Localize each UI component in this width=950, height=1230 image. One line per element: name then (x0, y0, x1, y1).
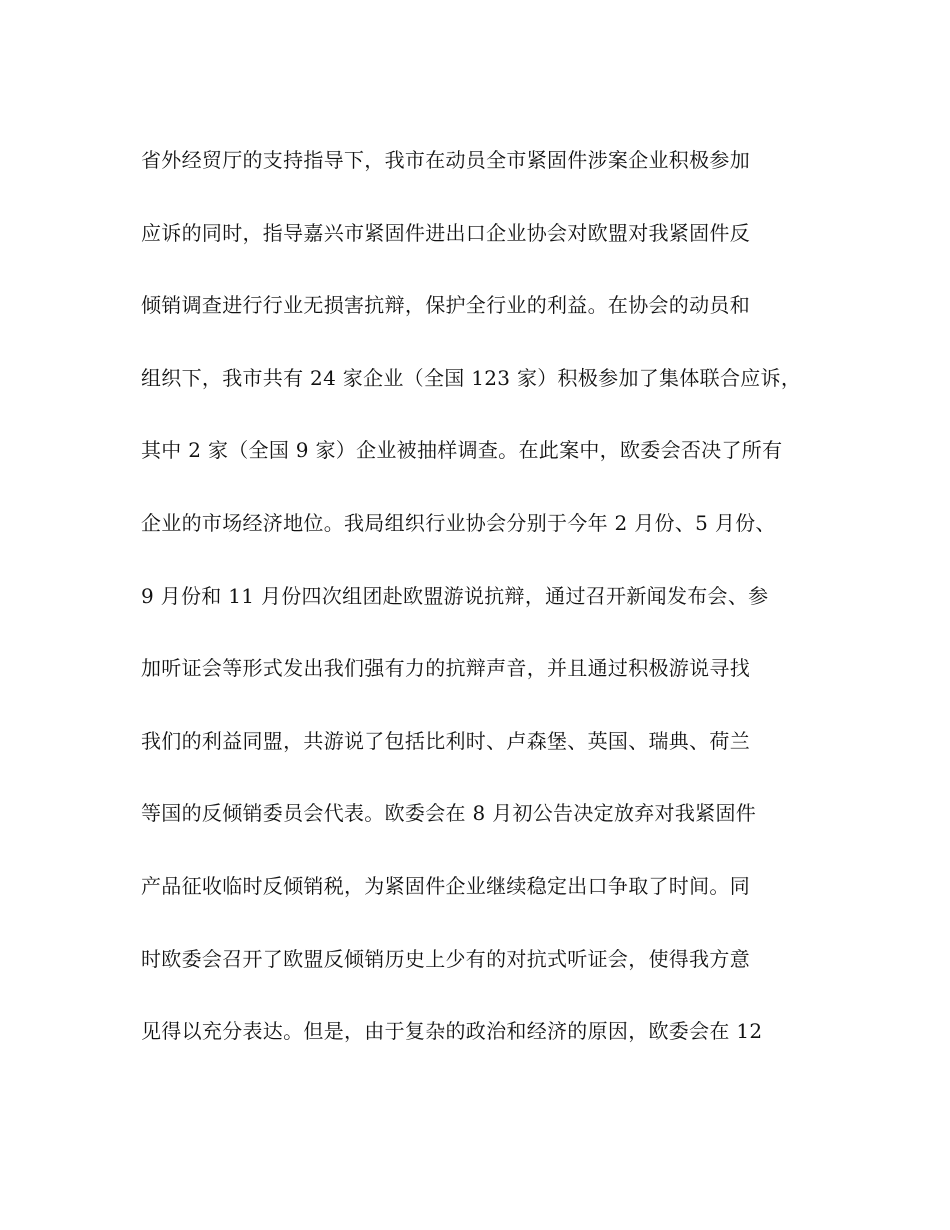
text-line: 我们的利益同盟，共游说了包括比利时、卢森堡、英国、瑞典、荷兰 (141, 728, 750, 753)
text-line: 省外经贸厅的支持指导下，我市在动员全市紧固件涉案企业积极参加 (141, 148, 750, 172)
text-line: 产品征收临时反倾销税，为紧固件企业继续稳定出口争取了时间。同 (141, 873, 750, 898)
body-paragraph (141, 140, 821, 1084)
text-line: 应诉的同时，指导嘉兴市紧固件进出口企业协会对欧盟对我紧固件反 (141, 220, 750, 245)
text-line: 其中 2 家（全国 9 家）企业被抽样调查。在此案中，欧委会否决了所有 (141, 438, 783, 463)
text-line: 加听证会等形式发出我们强有力的抗辩声音，并且通过积极游说寻找 (141, 656, 750, 681)
text-line: 企业的市场经济地位。我局组织行业协会分别于今年 2 月份、5 月份、 (141, 510, 776, 535)
text-line: 时欧委会召开了欧盟反倾销历史上少有的对抗式听证会，使得我方意 (141, 946, 750, 971)
text-line: 倾销调查进行行业无损害抗辩，保护全行业的利益。在协会的动员和 (141, 293, 750, 318)
text-line: 9 月份和 11 月份四次组团赴欧盟游说抗辩，通过召开新闻发布会、参 (141, 583, 769, 608)
text-line: 组织下，我市共有 24 家企业（全国 123 家）积极参加了集体联合应诉， (141, 365, 802, 390)
text-line: 等国的反倾销委员会代表。欧委会在 8 月初公告决定放弃对我紧固件 (141, 801, 757, 826)
text-line: 见得以充分表达。但是，由于复杂的政治和经济的原因，欧委会在 12 (141, 1019, 763, 1044)
